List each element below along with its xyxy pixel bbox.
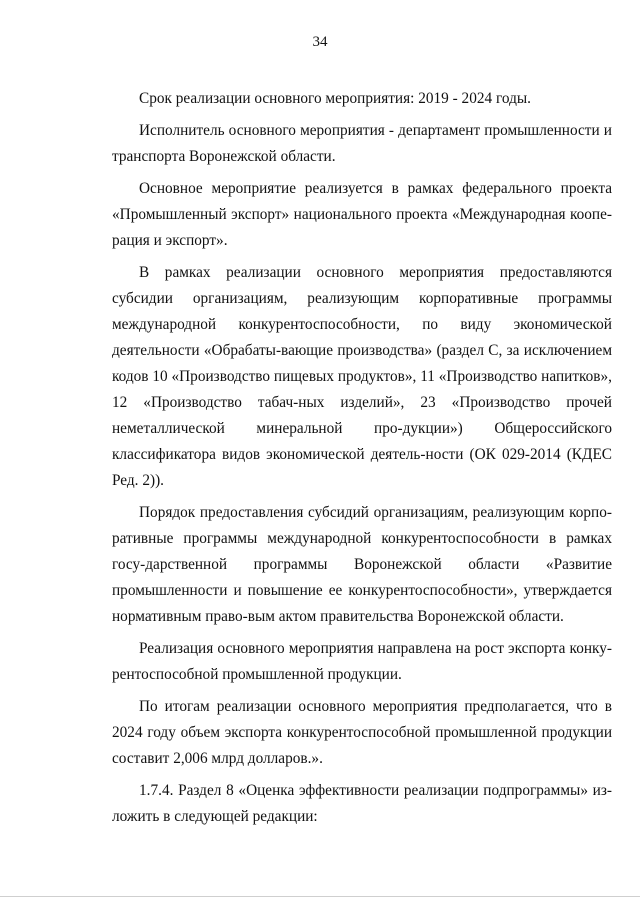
paragraph-subsidies: В рамках реализации основного мероприятия предоставляются субсидии организациям, реализующим корпоративные программы международной конкурентоспособности, по виду экономической деятельности «Обрабаты-вающие производства» (раздел С, за исключением кодов 10 «Производство пищевых продуктов», 11 «Производство напитков», 12 «Производство табач-ных изделий», 23 «Производство прочей неметаллической минеральной про-дукции») Общероссийского классификатора видов экономической деятель-ности (ОК 029-2014 (КДЕС Ред. 2)).: [112, 264, 612, 489]
bottom-rule: [0, 896, 640, 897]
paragraph-federal-project: Основное мероприятие реализуется в рамках федерального проекта «Промышленный экспорт» национального проекта «Международная коопе-рация и экспорт».: [112, 180, 612, 249]
paragraph-expected-result: По итогам реализации основного мероприятия предполагается, что в 2024 году объем экспорта конкурентоспособной промышленной продукции составит 2,006 млрд долларов.».: [112, 698, 612, 767]
page-number: 34: [312, 34, 328, 50]
paragraph-export-growth: Реализация основного мероприятия направлена на рост экспорта конку-рентоспособной промышленной продукции.: [112, 640, 612, 683]
paragraph-implementation-period: Срок реализации основного мероприятия: 2019 - 2024 годы.: [139, 90, 531, 107]
paragraph-executor: Исполнитель основного мероприятия - департамент промышленности и транспорта Воронежской области.: [112, 122, 612, 165]
paragraph-section-8: 1.7.4. Раздел 8 «Оценка эффективности реализации подпрограммы» из-ложить в следующей редакции:: [112, 782, 612, 825]
paragraph-subsidy-procedure: Порядок предоставления субсидий организациям, реализующим корпо-ративные программы международной конкурентоспособности в рамках госу-дарственной программы Воронежской области «Развитие промышленности и повышение ее конкурентоспособности», утверждается нормативным право-вым актом правительства Воронежской области.: [112, 504, 612, 625]
document-body: [112, 86, 612, 836]
